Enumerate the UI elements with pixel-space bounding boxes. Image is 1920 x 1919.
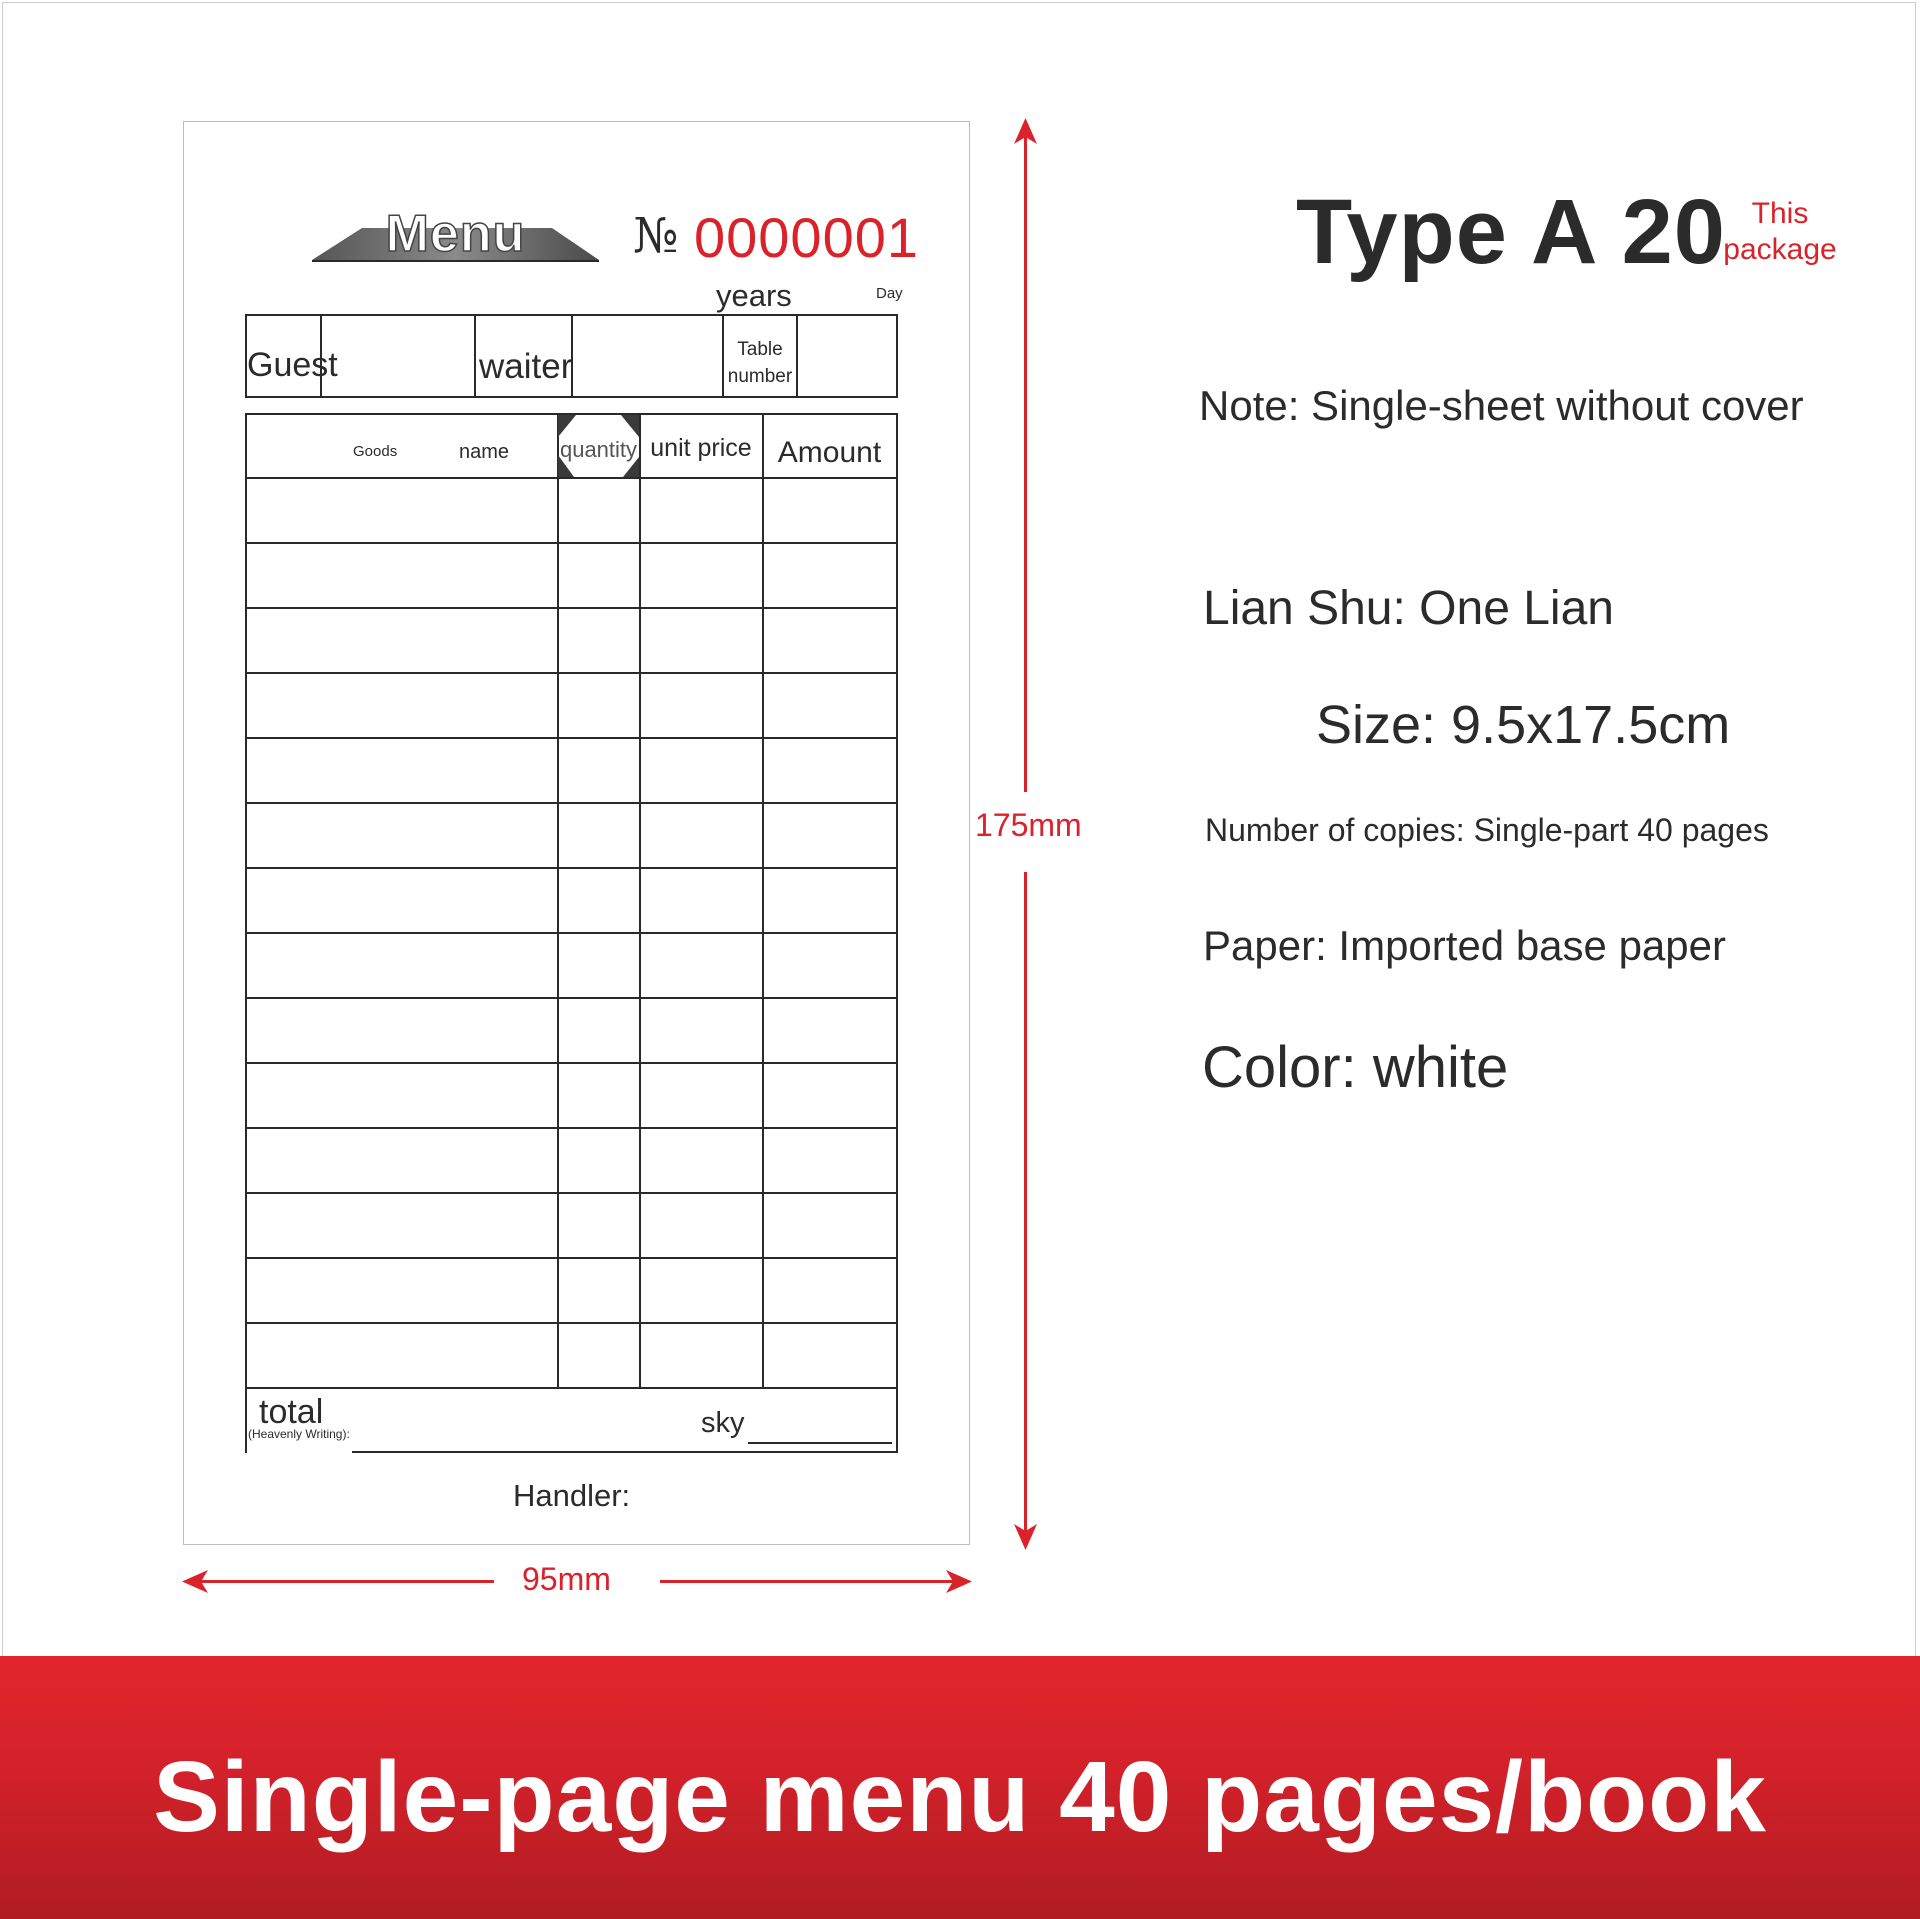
height-dimension-line-top — [1024, 132, 1027, 792]
col-amount-label: Amount — [777, 436, 882, 469]
col-name-label: name — [459, 441, 510, 463]
spec-copies: Number of copies: Single-part 40 pages — [1205, 812, 1769, 848]
date-day-label: Day — [876, 285, 903, 302]
numero-sign: № — [633, 208, 679, 264]
arrow-right-icon — [946, 1570, 972, 1593]
spec-paper: Paper: Imported base paper — [1203, 922, 1726, 969]
arrow-up-icon — [1014, 118, 1037, 144]
spec-size: Size: 9.5x17.5cm — [1316, 695, 1731, 755]
height-dimension-label: 175mm — [975, 807, 1082, 843]
width-dimension-label: 95mm — [522, 1561, 611, 1597]
total-sublabel: (Heavenly Writing): — [248, 1427, 350, 1441]
sky-label: sky — [701, 1407, 745, 1439]
height-dimension-line-bottom — [1024, 872, 1027, 1536]
banner-text: Single-page menu 40 pages/book — [153, 1741, 1767, 1853]
handler-label: Handler: — [513, 1478, 631, 1513]
col-quantity-label: quantity — [559, 437, 638, 462]
package-note: This package — [1723, 197, 1837, 266]
table-label-line1: Table — [737, 339, 783, 360]
waiter-label: waiter — [479, 347, 573, 386]
product-type-title: Type A 20 — [1296, 181, 1726, 283]
width-dimension-line-right — [660, 1580, 960, 1583]
width-dimension-line-left — [194, 1580, 494, 1583]
table-label-line2: number — [727, 366, 793, 387]
spec-lian-shu: Lian Shu: One Lian — [1203, 582, 1614, 635]
col-unit-price-label: unit price — [650, 434, 752, 462]
menu-sheet — [183, 121, 970, 1545]
date-years-label: years — [716, 278, 792, 313]
guest-label: Guest — [247, 346, 338, 384]
arrow-left-icon — [182, 1570, 208, 1593]
spec-note: Note: Single-sheet without cover — [1199, 382, 1804, 429]
serial-number: 0000001 — [694, 206, 920, 269]
total-label: total — [259, 1393, 324, 1431]
arrow-down-icon — [1014, 1524, 1037, 1550]
col-goods-label: Goods — [353, 443, 398, 460]
spec-color: Color: white — [1202, 1035, 1509, 1100]
menu-title: Menu — [385, 205, 526, 263]
